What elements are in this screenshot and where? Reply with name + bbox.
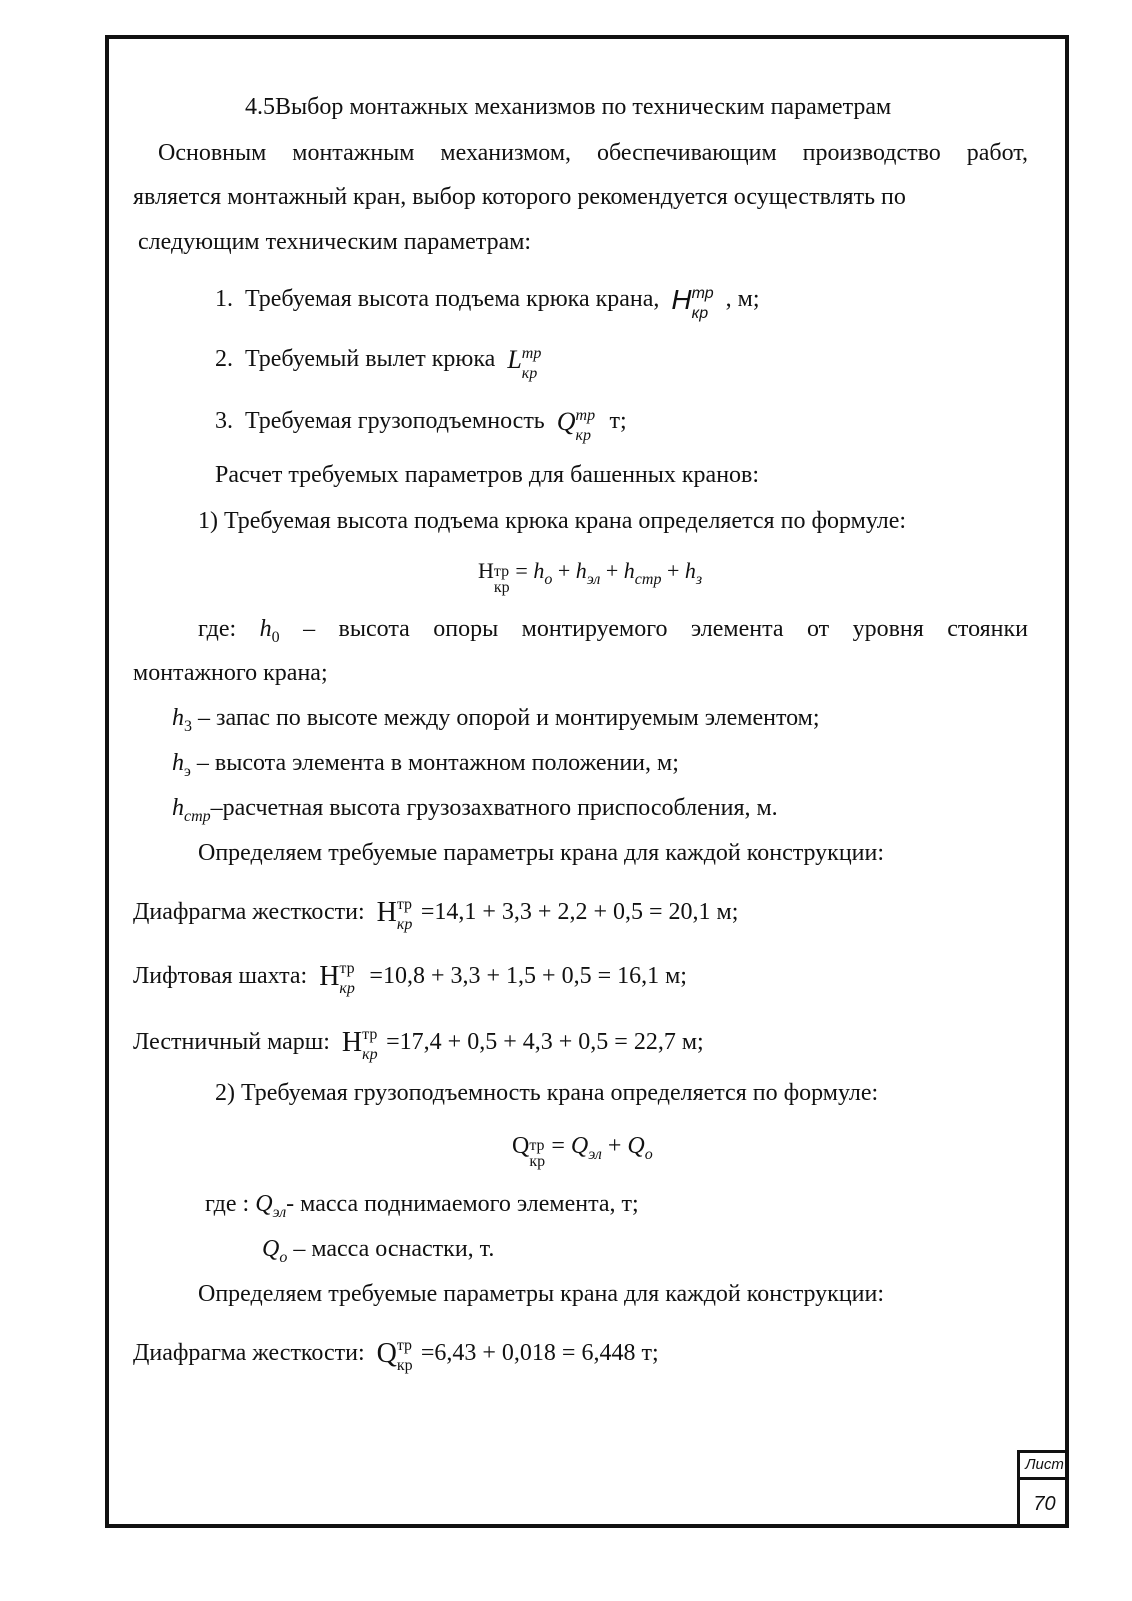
- param-item-1: [215, 284, 760, 323]
- param-number: 2.: [215, 346, 233, 372]
- determine-2: Определяем требуемые параметры крана для каждой конструкции:: [198, 1281, 885, 1307]
- calc-intro: Расчет требуемых параметров для башенных кранов:: [215, 462, 760, 488]
- param-number: 1.: [215, 286, 233, 312]
- param-symbol: L тр кр: [507, 345, 542, 383]
- sheet-number: 70: [1033, 1493, 1056, 1515]
- param-tail: т;: [603, 408, 627, 434]
- def-h3: $h_3$ – запас по высоте между опорой и монтируемым элементом;: [172, 705, 820, 735]
- step-1-text: 1) Требуемая высота подъема крюка крана определяется по формуле:: [198, 508, 907, 534]
- param-tail: , м;: [725, 286, 760, 312]
- param-text: Требуемый вылет крюка: [245, 346, 496, 372]
- param-item-3: [215, 406, 627, 445]
- where-1-line-2: монтажного крана;: [133, 660, 328, 686]
- param-item-2: [215, 344, 550, 383]
- result-elevator-shaft-height: Лифтовая шахта: H тр кр =10,8 + 3,3 + 1,5 + 0,5 = 16,1 м;: [133, 960, 687, 998]
- param-number: 3.: [215, 408, 233, 434]
- result-diaphragm-load: Диафрагма жесткости: Q тр кр =6,43 + 0,018 = 6,448 т;: [133, 1337, 659, 1375]
- def-hstr: $h_{стр}$–расчетная высота грузозахватного приспособления, м.: [172, 795, 778, 825]
- step-2-text: 2) Требуемая грузоподъемность крана определяется по формуле:: [215, 1080, 879, 1106]
- param-text: Требуемая грузоподъемность: [245, 408, 545, 434]
- def-he: $h_э$ – высота элемента в монтажном положении, м;: [172, 750, 679, 780]
- def-qel: где : $Q_{эл}-$ масса поднимаемого элемента, т;: [205, 1191, 639, 1221]
- result-diaphragm-height: Диафрагма жесткости: H тр кр =14,1 + 3,3 + 2,2 + 0,5 = 20,1 м;: [133, 896, 739, 934]
- where-1-line-1: где: $h_0$ – высота опоры монтируемого элемента от уровня стоянки: [198, 616, 1029, 646]
- result-stair-flight-height: Лестничный марш: H тр кр =17,4 + 0,5 + 4,3 + 0,5 = 22,7 м;: [133, 1026, 704, 1064]
- intro-line-3: следующим техническим параметрам:: [138, 229, 532, 255]
- formula-hook-height: H тр кр = $h_о + h_{эл} + h_{стр} + h_з$: [478, 558, 703, 596]
- sheet-number-box: [1017, 1450, 1069, 1528]
- param-text: Требуемая высота подъема крюка крана,: [245, 286, 660, 312]
- sheet-label: Лист: [1020, 1453, 1069, 1480]
- intro-line-1: Основным монтажным механизмом, обеспечивающим производство работ,: [158, 140, 1028, 166]
- def-qo: $Q_о$ – масса оснастки, т.: [262, 1236, 495, 1266]
- determine-1: Определяем требуемые параметры крана для каждой конструкции:: [198, 840, 885, 866]
- param-symbol: Q тр кр: [556, 407, 596, 445]
- section-heading: 4.5Выбор монтажных механизмов по техническим параметрам: [245, 94, 892, 120]
- intro-line-2: является монтажный кран, выбор которого рекомендуется осуществлять по: [133, 184, 906, 210]
- formula-load-capacity: Q тр кр = $Q_{эл} + Q_о$: [512, 1133, 653, 1171]
- param-symbol: H тр кр: [671, 284, 714, 323]
